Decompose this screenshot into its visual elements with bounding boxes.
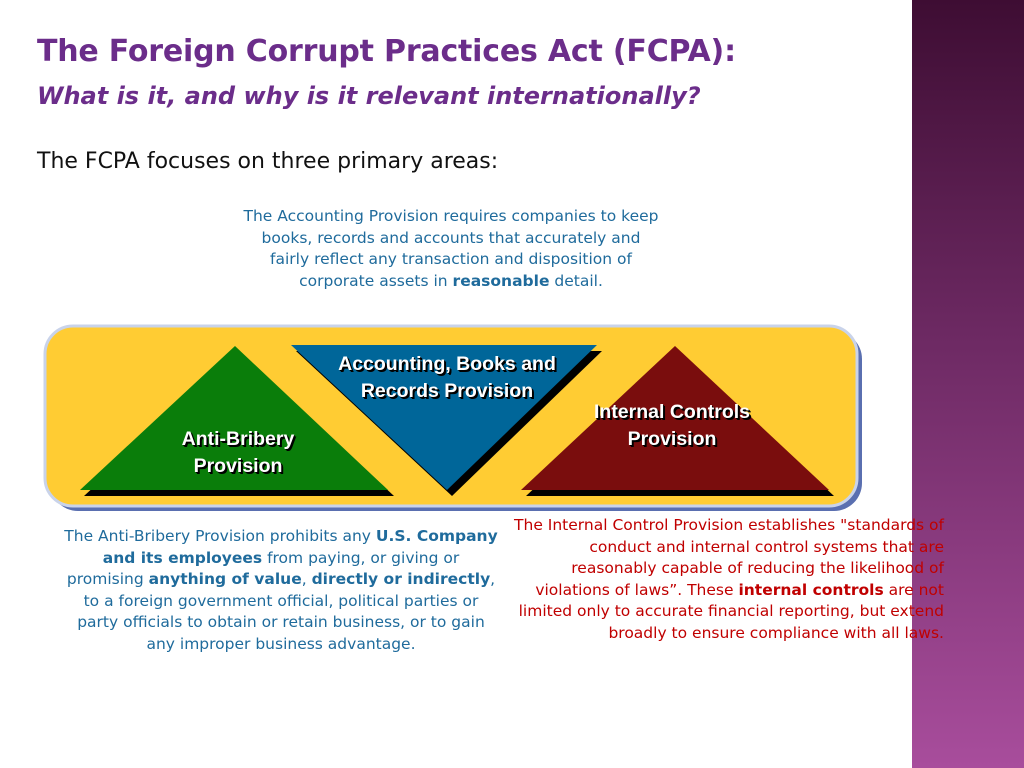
internal-controls-desc-text: are not limited only to accurate financial reporting, but extend broadly to ensure compliance with all laws. [518, 580, 944, 642]
internal-controls-provision-description [508, 515, 944, 644]
anti-bribery-provision-description [62, 526, 500, 655]
anti-bribery-desc-text: , to a foreign government official, political parties or party officials to obtain or retain business, or to gain any improper business advantage. [77, 570, 496, 653]
internal-controls-desc-text: The Internal Control Provision establishes "standards of conduct and internal control systems that are reasonably capable of reducing the likelihood of violations of laws”. These [514, 516, 944, 599]
anti-bribery-desc-text: from paying, or giving or promising [66, 548, 460, 588]
accounting-label [332, 351, 562, 405]
anti-bribery-desc-bold: anything of value [148, 570, 302, 588]
anti-bribery-label [158, 426, 318, 480]
intro-text: The FCPA focuses on three primary areas: [37, 149, 499, 174]
anti-bribery-desc-text: The Anti-Bribery Provision prohibits any [64, 527, 376, 545]
accounting-desc-text: The Accounting Provision requires companies to keep books, records and accounts that accurately and fairly reflect any transaction and disposition of corporate assets in [243, 207, 659, 290]
internal-controls-label-text: Internal Controls Provision [593, 401, 750, 450]
internal-controls-label [592, 399, 752, 453]
slide-title: The Foreign Corrupt Practices Act (FCPA): [37, 34, 736, 69]
anti-bribery-desc-text: , [301, 570, 312, 588]
decorative-side-band [912, 0, 1024, 768]
accounting-label-text: Accounting, Books and Records Provision [338, 353, 556, 402]
anti-bribery-desc-bold: directly or indirectly [311, 570, 491, 588]
anti-bribery-label-text: Anti-Bribery Provision [181, 428, 295, 477]
accounting-desc-bold: reasonable [452, 271, 550, 290]
slide-subtitle: What is it, and why is it relevant internationally? [37, 82, 701, 110]
internal-controls-desc-bold: internal controls [738, 580, 884, 599]
accounting-desc-text-end: detail. [549, 271, 603, 290]
anti-bribery-desc-bold: U.S. Company and its employees [102, 527, 498, 567]
